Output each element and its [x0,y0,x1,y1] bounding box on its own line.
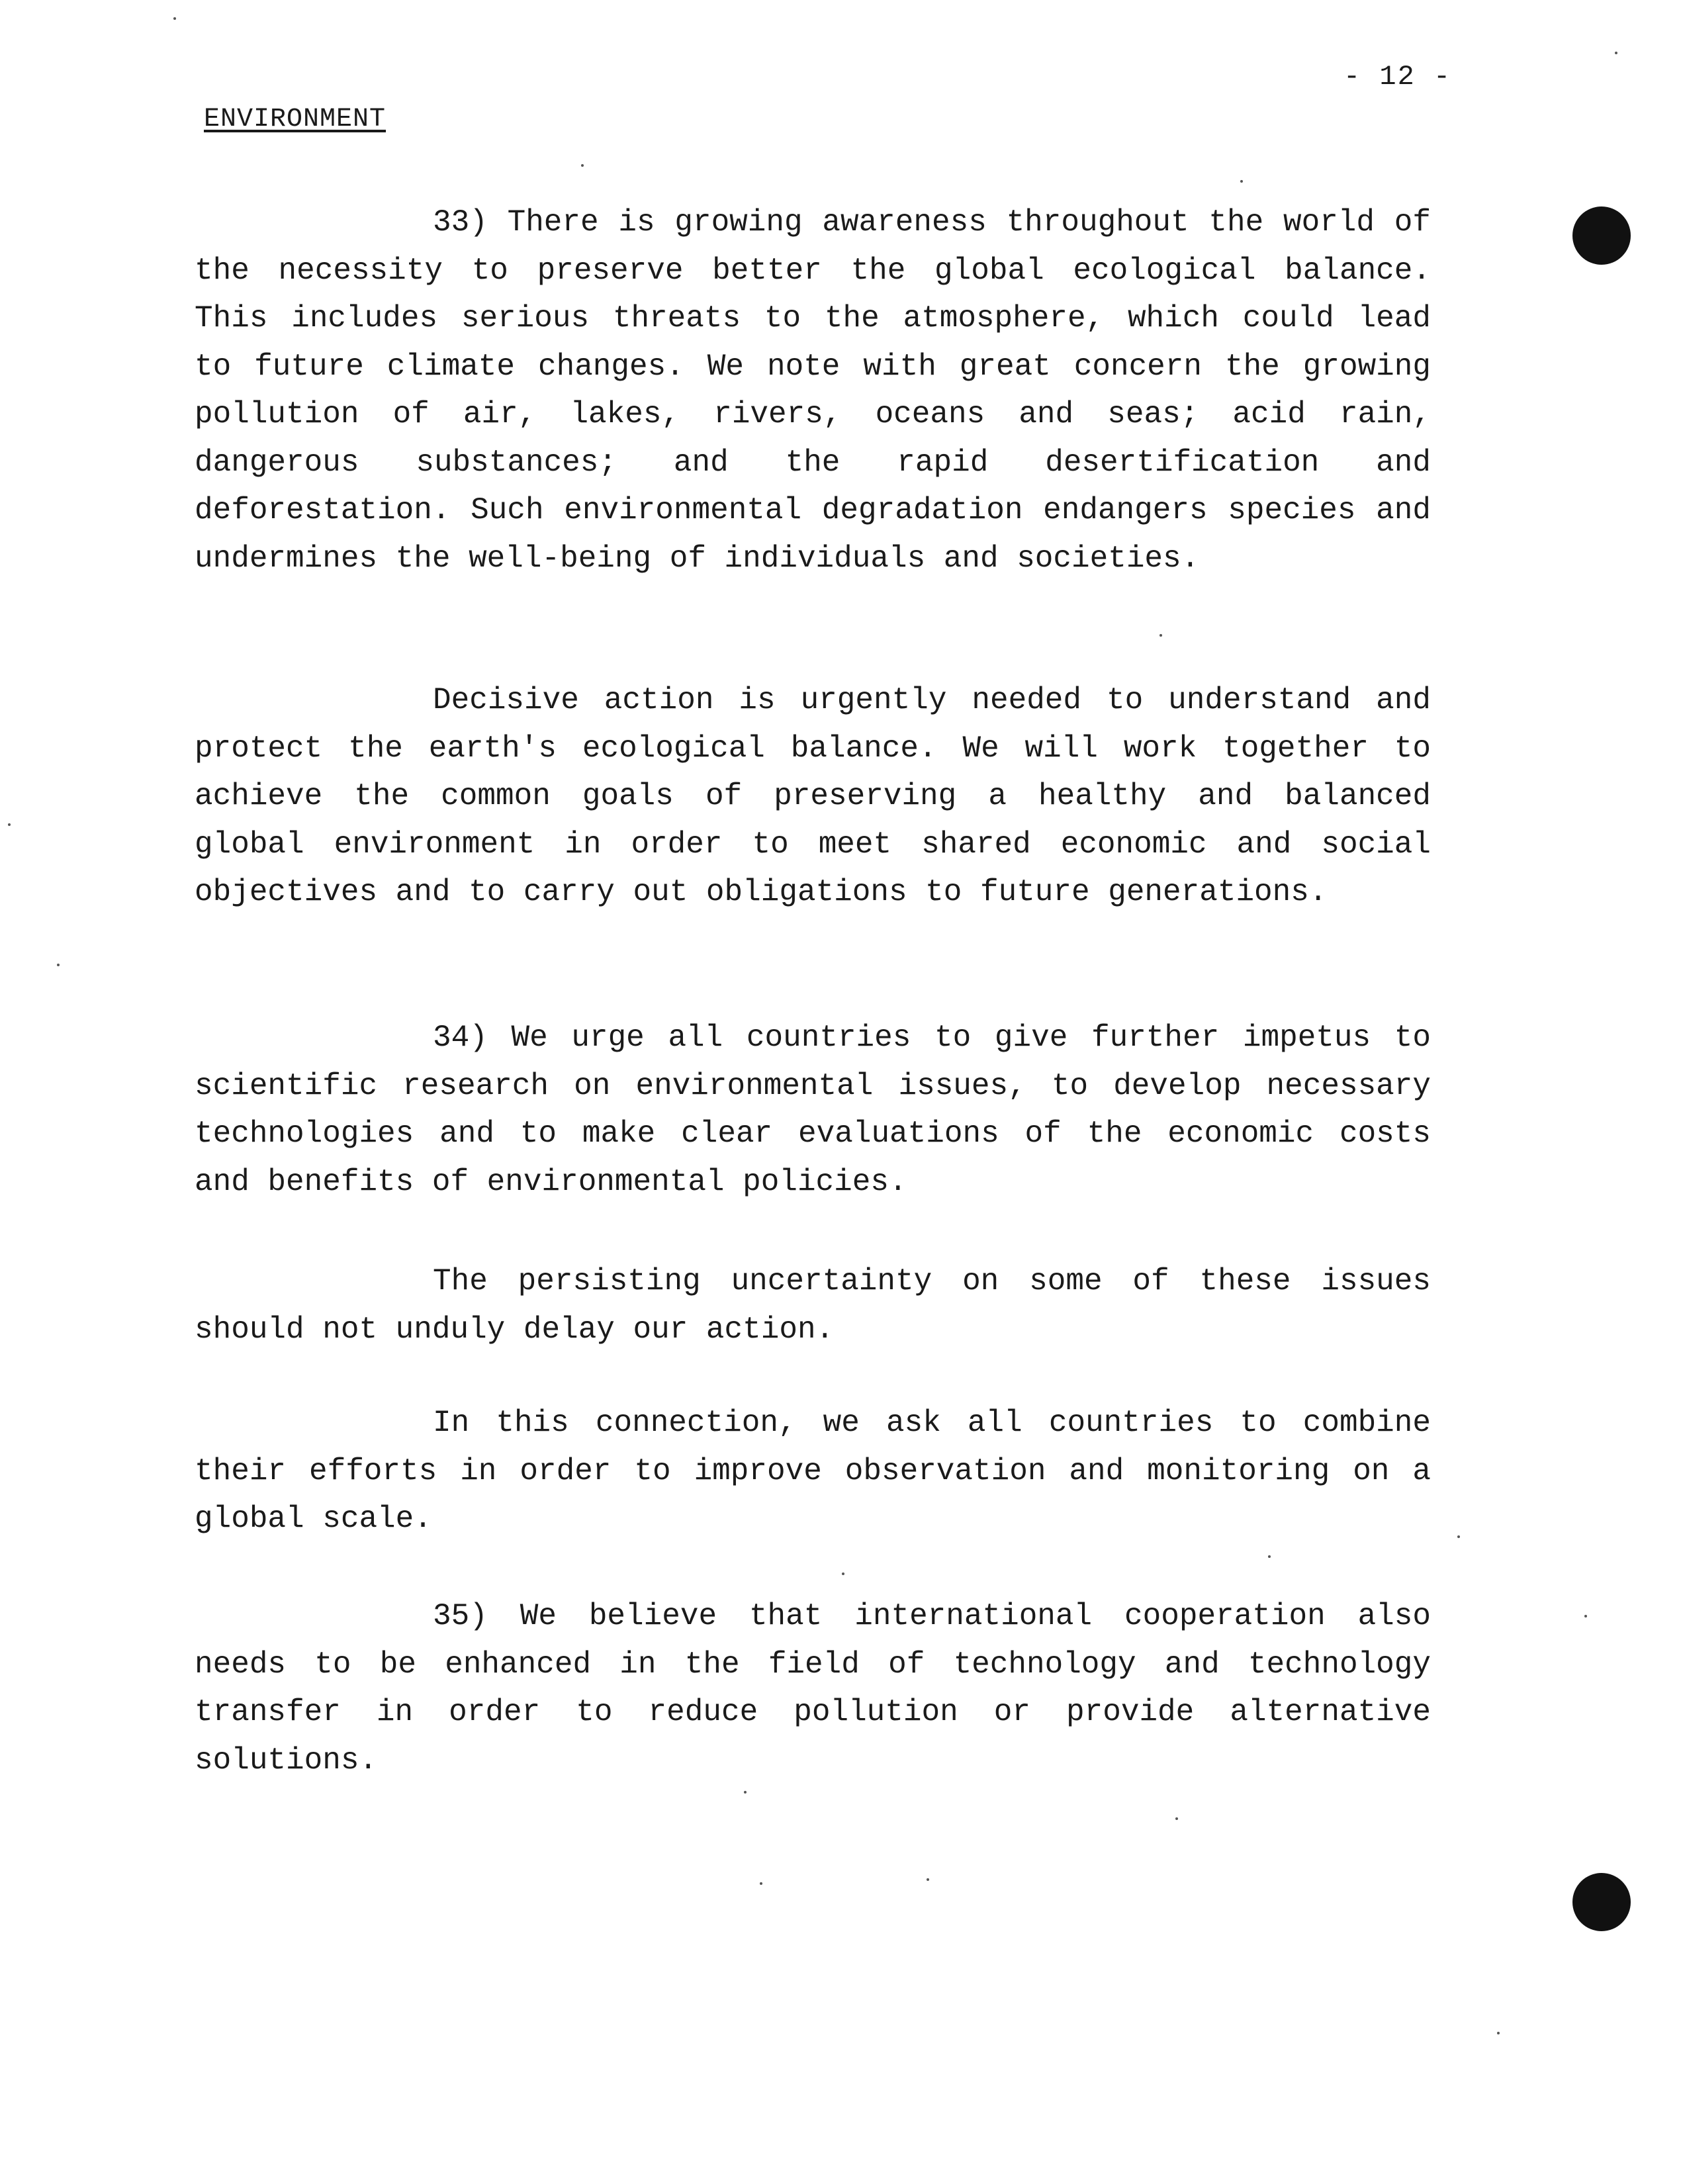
paragraph-persisting-uncertainty: The persisting uncertainty on some of these issues should not unduly delay our action. [195,1264,1431,1347]
scan-speck [1584,1615,1587,1617]
scan-speck [1457,1535,1460,1538]
scan-speck [581,164,584,167]
scan-speck [173,17,176,20]
scan-speck [744,1791,747,1794]
scan-speck [927,1878,929,1881]
scan-speck [760,1882,762,1885]
scan-speck [1615,52,1617,54]
page-number: - 12 - [1343,61,1452,93]
scan-speck [8,823,11,826]
scan-speck [1497,2032,1500,2034]
paragraph-33: 33) There is growing awareness throughout the world of the necessity to preserve better the global ecological balance. This includes serious threats to the atmosphere, which could lead to future climate changes. We note with great concern the growing pollution of air, lakes, rivers, oceans and seas; acid rain, dangerous substances; and the rapid desertification and deforestation. Such environmental degradation endangers species and undermines the well-being of individuals and societies. [195,205,1431,576]
scan-speck [1268,1555,1271,1558]
scan-speck [57,964,60,966]
paragraph-35: 35) We believe that international cooperation also needs to be enhanced in the field of technology and technology transfer in order to reduce pollution or provide alternative solutions. [195,1599,1431,1778]
scan-speck [1159,634,1162,637]
scan-speck [1240,180,1243,183]
paragraph-in-this-connection: In this connection, we ask all countries to combine their efforts in order to improve observation and monitoring on a global scale. [195,1406,1431,1536]
paragraph-34: 34) We urge all countries to give further impetus to scientific research on environmental issues, to develop necessary technologies and to make clear evaluations of the economic costs and benefits of environmental policies. [195,1021,1431,1199]
punch-hole-bottom [1572,1873,1631,1931]
scan-speck [1175,1817,1178,1820]
paragraph-decisive-action: Decisive action is urgently needed to understand and protect the earth's ecological balance. We will work together to achieve the common goals of preserving a healthy and balanced global environment in order to meet shared economic and social objectives and to carry out obligations to future generations. [195,683,1431,909]
section-heading: ENVIRONMENT [204,105,386,134]
scan-speck [842,1572,844,1575]
punch-hole-top [1572,206,1631,265]
